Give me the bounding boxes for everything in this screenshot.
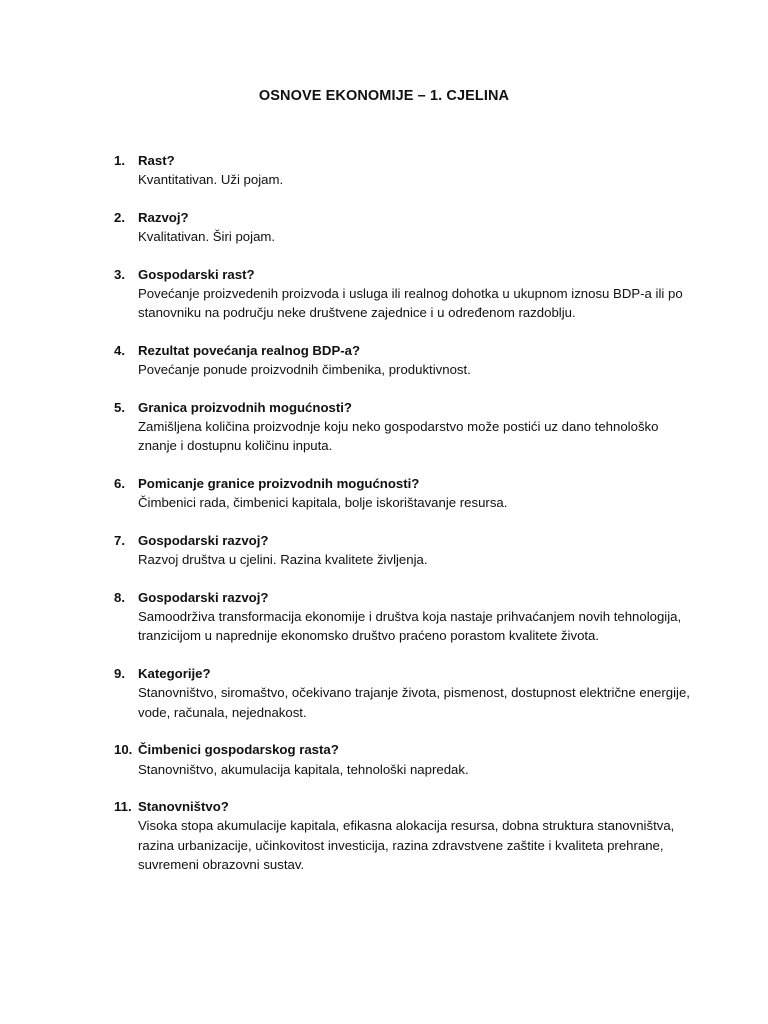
item-question: Kategorije? [138,666,211,682]
item-number: 11. [114,799,132,815]
item-number: 6. [114,476,125,492]
item-number: 2. [114,209,125,225]
item-answer: Stanovništvo, siromaštvo, očekivano trajanje života, pismenost, dostupnost električne energije, vode, računala, nejednakost. [138,685,690,720]
item-answer: Kvalitativan. Širi pojam. [138,229,276,245]
list-item [114,151,694,190]
item-answer: Visoka stopa akumulacije kapitala, efikasna alokacija resursa, dobna struktura stanovništva, razina urbanizacije, učinkovitost investicija, razina zdravstvene zaštite i kvaliteta prehrane, suvremeni obrazovni sustav. [138,818,675,872]
list-item [114,474,694,513]
item-answer: Stanovništvo, akumulacija kapitala, tehnološki napredak. [138,761,469,777]
item-answer: Zamišljena količina proizvodnje koju neko gospodarstvo može postići uz dano tehnološko znanje i dostupnu količinu inputa. [138,419,659,454]
item-question: Gospodarski rast? [138,266,255,282]
item-number: 3. [114,266,125,282]
item-number: 4. [114,342,125,358]
document-title: OSNOVE EKONOMIJE – 1. CJELINA [258,88,510,104]
item-question: Gospodarski razvoj? [138,532,269,548]
question-list [114,151,694,893]
item-answer: Kvantitativan. Uži pojam. [138,172,284,188]
item-question: Gospodarski razvoj? [138,589,269,605]
item-number: 8. [114,589,125,605]
item-answer: Samoodrživa transformacija ekonomije i društva koja nastaje prihvaćanjem novih tehnologija, tranzicijom u naprednije ekonomsko društvo praćeno porastom kvalitete života. [138,609,682,644]
list-item [114,341,694,380]
item-question: Rast? [138,153,175,168]
list-item [114,664,694,722]
list-item [114,531,694,570]
item-answer: Razvoj društva u cjelini. Razina kvalitete življenja. [138,552,428,568]
item-number: 9. [114,666,125,682]
item-question: Čimbenici gospodarskog rasta? [138,742,339,758]
item-number: 7. [114,532,125,548]
list-item [114,398,694,456]
list-item [114,208,694,247]
item-number: 10. [114,742,133,758]
list-item [114,265,694,323]
item-question: Rezultat povećanja realnog BDP-a? [138,342,361,358]
list-item [114,797,694,874]
item-number: 5. [114,399,125,415]
item-answer: Čimbenici rada, čimbenici kapitala, bolje iskorištavanje resursa. [138,495,508,511]
item-answer: Povećanje proizvedenih proizvoda i usluga ili realnog dohotka u ukupnom iznosu BDP-a ili po stanovniku na području neke društvene zajednice i u određenom razdoblju. [138,286,683,321]
item-answer: Povećanje ponude proizvodnih čimbenika, produktivnost. [138,362,471,378]
list-item [114,740,694,779]
list-item [114,588,694,646]
item-number: 1. [114,153,125,168]
item-question: Stanovništvo? [138,799,229,815]
item-question: Pomicanje granice proizvodnih mogućnosti? [138,476,420,492]
item-question: Granica proizvodnih mogućnosti? [138,399,352,415]
item-question: Razvoj? [138,209,189,225]
